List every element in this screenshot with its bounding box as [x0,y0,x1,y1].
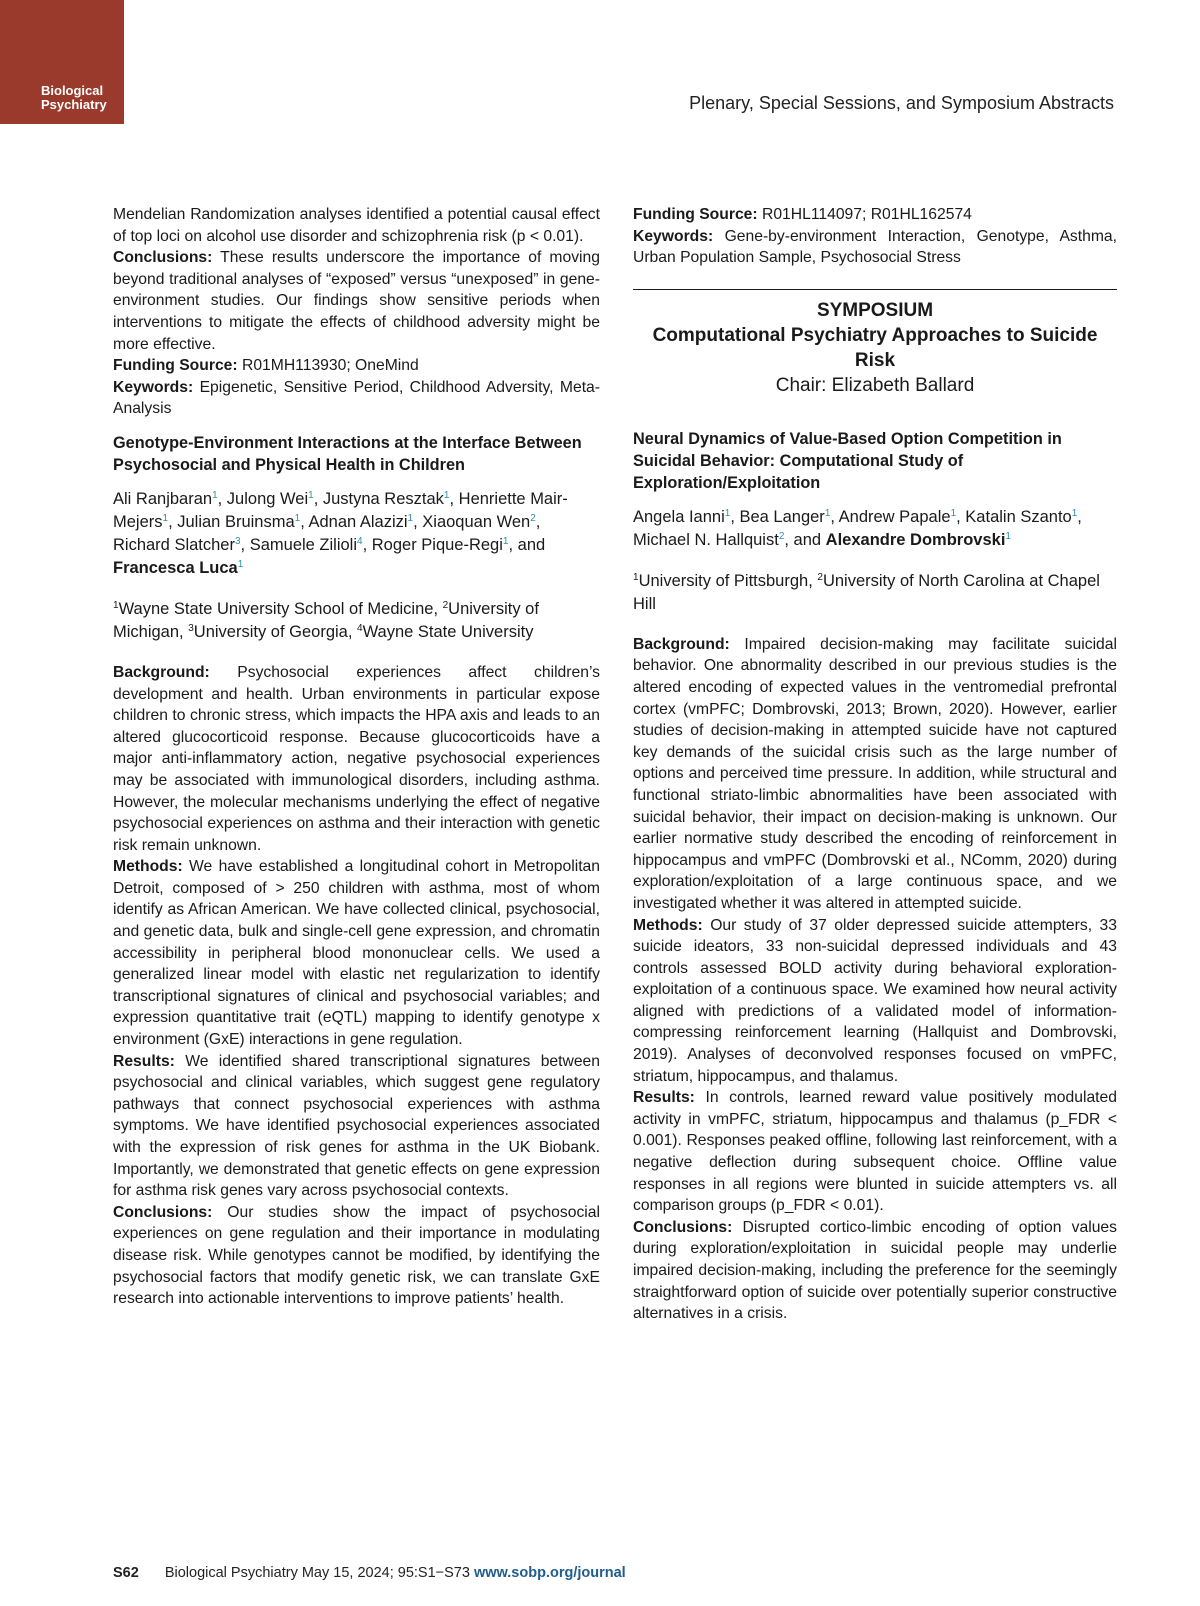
author-name: Michael N. Hallquist [633,530,779,549]
methods-paragraph [113,856,600,1050]
affiliation-marker: 2 [778,530,785,542]
symposium-block [633,298,1117,398]
affiliation-name: University of Georgia [193,622,348,641]
funding-paragraph [113,355,600,377]
section-label: Funding Source: [633,206,758,223]
affiliation-marker: 1 [502,535,509,547]
author-name: Xiaoquan Wen [422,512,531,531]
affiliation-name: University of Michigan [113,599,539,641]
affiliation-list [113,598,600,644]
symposium-chair: Chair: Elizabeth Ballard [775,374,975,396]
section-text: We have established a longitudinal cohort in Metropolitan Detroit, composed of > 250 children with asthma, most of whom identify as African American. We have collected clinical, psychosocial, and genetic data, bulk and single-cell gene expression, and chromatin accessibility in peripheral blood mononuclear cells. We used a generalized linear model with elastic net regularization to identify transcriptional signatures of clinical and psychosocial variables; and expression quantitative trait (eQTL) mapping to identify genotype x environment (GxE) interactions in gene regulation. [113,858,601,1049]
author-name: Angela Ianni [633,507,725,526]
author-separator: , and [784,530,826,549]
section-label: Results: [113,1052,175,1070]
page-number: S62 [113,1565,139,1581]
author-separator: , [956,507,966,526]
results-paragraph [113,1051,600,1202]
section-text: Our study of 37 older depressed suicide attempters, 33 suicide ideators, 33 non-suicidal depressed individuals and 43 controls assessed BOLD activity during behavioral exploration-exploitation of a continuous space. We examined how neural activity aligned with predictions of a validated model of information-compressing reinforcement learning (Hallquist and Dombrovski, 2019). Analyses of deconvolved responses focused on vmPFC, striatum, hippocampus, and thalamus. [633,916,1117,1085]
page-footer [113,1565,626,1581]
running-head: Plenary, Special Sessions, and Symposium Abstracts [689,93,1114,113]
section-label: Conclusions: [633,1218,733,1236]
affiliation-marker: 3 [234,535,241,547]
affiliation-marker: 1 [294,512,301,524]
author-name: Adnan Alazizi [308,512,408,531]
author-name: Bea Langer [739,507,825,526]
affiliation-separator: , [808,571,818,590]
section-label: Keywords: [633,227,714,245]
affiliation-marker: 1 [1071,507,1078,519]
affiliation-marker: 1 [824,507,831,519]
funding-paragraph [633,204,1117,226]
section-text: Our studies show the impact of psychosocial experiences on gene regulation and their importance in modulating disease risk. While genotypes cannot be modified, by identifying the psychosocial factors that modify genetic risk, we can translate GxE research into actionable interventions to improve patients’ health. [113,1203,601,1308]
author-name: Samuele Zilioli [249,535,358,554]
section-text: R01HL114097; R01HL162574 [761,206,972,223]
section-label: Background: [633,635,730,653]
affiliation-name: Wayne State University [362,622,534,641]
author-name: Julian Bruinsma [177,512,295,531]
section-label: Conclusions: [113,1203,213,1221]
affiliation-name: Wayne State University School of Medicine [118,599,434,618]
affiliation-name: University of North Carolina at Chapel Hill [633,571,1100,613]
author-separator: , [300,512,309,531]
affiliation-number: 4 [357,622,363,634]
section-text: We identified shared transcriptional signatures between psychosocial and clinical variables, which suggest gene regulatory pathways that connect psychosocial experiences with asthma symptoms. We have identified psychosocial experiences associated with the expression of risk genes for asthma in the UK Biobank. Importantly, we demonstrated that genetic effects on gene expression for asthma risk genes vary across psychosocial contexts. [113,1052,600,1200]
section-label: Results: [633,1089,695,1107]
section-label: Background: [113,663,210,681]
author-name: Henriette Mair-Mejers [113,489,568,531]
affiliation-separator: , [347,622,358,641]
abstract-title: Genotype-Environment Interactions at the Interface Between Psychosocial and Physical Health in Children [113,433,582,474]
affiliation-marker: 1 [407,512,414,524]
author-name: Roger Pique-Regi [371,535,503,554]
author-separator: , [313,489,323,508]
author-name: Alexandre Dombrovski [825,530,1006,549]
keywords-paragraph [633,226,1117,269]
affiliation-marker: 4 [357,535,363,547]
author-separator: , [730,507,740,526]
author-separator: , [217,489,227,508]
author-separator: , [535,512,541,531]
conclusions-paragraph [113,1202,600,1310]
affiliation-number: 3 [188,622,194,634]
section-label: Keywords: [113,378,194,396]
section-text: Psychosocial experiences affect children’s development and health. Urban environments in particular expose children to chronic stress, which impacts the HPA axis and leads to an altered glucocorticoid response. Because glucocorticoids have a major anti-inflammatory action, negative psychosocial experiences may be associated with immunological disorders, including asthma. However, the molecular mechanisms underlying the effect of negative psychosocial experiences on asthma and their interaction with genetic risk remain unknown. [113,663,600,854]
methods-paragraph [633,915,1117,1088]
author-name: Katalin Szanto [965,507,1072,526]
abstract-title: Neural Dynamics of Value-Based Option Competition in Suicidal Behavior: Computational Study of Exploration/Exploitation [633,429,1062,492]
affiliation-list [633,570,1117,616]
author-name: Julong Wei [226,489,309,508]
affiliation-marker: 1 [237,558,244,570]
affiliation-marker: 1 [1005,530,1011,542]
symposium-heading: SYMPOSIUM [816,299,934,321]
affiliation-number: 2 [817,571,823,583]
author-name: Andrew Papale [838,507,951,526]
author-separator: , [240,535,250,554]
author-list [633,506,1117,552]
section-label: Methods: [113,858,183,876]
author-name: Richard Slatcher [113,535,235,554]
affiliation-marker: 1 [950,507,957,519]
author-separator: , [413,512,423,531]
author-separator: , and [508,535,546,554]
journal-citation: Biological Psychiatry May 15, 2024; 95:S1−S73 [164,1565,470,1581]
affiliation-number: 1 [113,599,119,611]
author-list [113,488,600,580]
affiliation-name: University of Pittsburgh [638,571,809,590]
left-column [113,204,600,1310]
author-name: Justyna Resztak [322,489,444,508]
section-text: Disrupted cortico-limbic encoding of option values during exploration/exploitation in suicidal people may underlie impaired decision-making, including the preference for the seemingly straightforward option of suicide over potentially superior constructive alternatives in a crisis. [633,1218,1117,1323]
affiliation-marker: 1 [162,512,169,524]
affiliation-marker: 2 [530,512,536,524]
affiliation-marker: 1 [212,489,218,501]
background-paragraph [633,634,1117,915]
author-separator: , [1077,507,1082,526]
affiliation-marker: 1 [443,489,450,501]
keywords-paragraph [113,377,600,420]
section-label: Conclusions: [113,249,213,267]
author-separator: , [362,535,372,554]
section-text: R01MH113930; OneMind [241,357,419,375]
affiliation-number: 1 [633,571,639,583]
section-text: These results underscore the importance of moving beyond traditional analyses of “exposed” versus “unexposed” in gene-environment studies. Our findings show sensitive periods when interventions to mitigate the effects of childhood adversity might be more effective. [113,249,600,353]
affiliation-separator: , [179,622,189,641]
author-name: Ali Ranjbaran [113,489,213,508]
section-label: Methods: [633,916,703,934]
badge-line-1: Biological [41,83,104,98]
journal-badge [0,0,124,124]
author-separator: , [449,489,459,508]
section-text: Epigenetic, Sensitive Period, Childhood Adversity, Meta-Analysis [113,378,600,418]
section-label: Funding Source: [113,357,238,375]
affiliation-separator: , [433,599,443,618]
section-text: Gene-by-environment Interaction, Genotype, Asthma, Urban Population Sample, Psychosocial Stress [633,227,1118,267]
journal-url-link[interactable]: www.sobp.org/journal [473,1565,626,1581]
symposium-title: Computational Psychiatry Approaches to Suicide Risk [652,324,1098,371]
right-column [633,204,1117,1325]
section-text: Impaired decision-making may facilitate suicidal behavior. One abnormality described in our previous studies is the altered encoding of expected values in the ventromedial prefrontal cortex (vmPFC; Dombrovski, 2013; Brown, 2020). However, earlier studies of decision-making in attempted suicide have not captured key demands of the suicidal crisis such as the large number of options and perceived time pressure. In addition, while structural and functional striato-limbic abnormalities have been associated with suicidal behavior, their impact on decision-making is unknown. Our earlier normative study described the encoding of reinforcement in hippocampus and vmPFC (Dombrovski et al., NComm, 2020) during exploration/exploitation of a large continuous space, and we investigated whether it was altered in attempted suicide. [633,635,1117,912]
affiliation-marker: 1 [308,489,314,501]
conclusions-paragraph [113,247,600,355]
author-name: Francesca Luca [113,558,238,577]
author-separator: , [830,507,839,526]
badge-line-2: Psychiatry [41,97,107,112]
section-divider [633,289,1117,290]
conclusions-paragraph [633,1217,1117,1325]
author-separator: , [168,512,178,531]
background-paragraph [113,662,600,856]
section-text: In controls, learned reward value positively modulated activity in vmPFC, striatum, hippocampus and thalamus (p_FDR < 0.001). Responses peaked offline, following last reinforcement, with a negative deflection during subsequent choice. Offline value responses in all regions were blunted in suicide attempters vs. all comparison groups (p_FDR < 0.01). [633,1089,1117,1215]
affiliation-marker: 1 [724,507,731,519]
intro-text: Mendelian Randomization analyses identified a potential causal effect of top loci on alcohol use disorder and schizophrenia risk (p < 0.01). [113,206,600,245]
affiliation-number: 2 [442,599,449,611]
results-paragraph [633,1087,1117,1217]
journal-logo-text [41,84,107,112]
